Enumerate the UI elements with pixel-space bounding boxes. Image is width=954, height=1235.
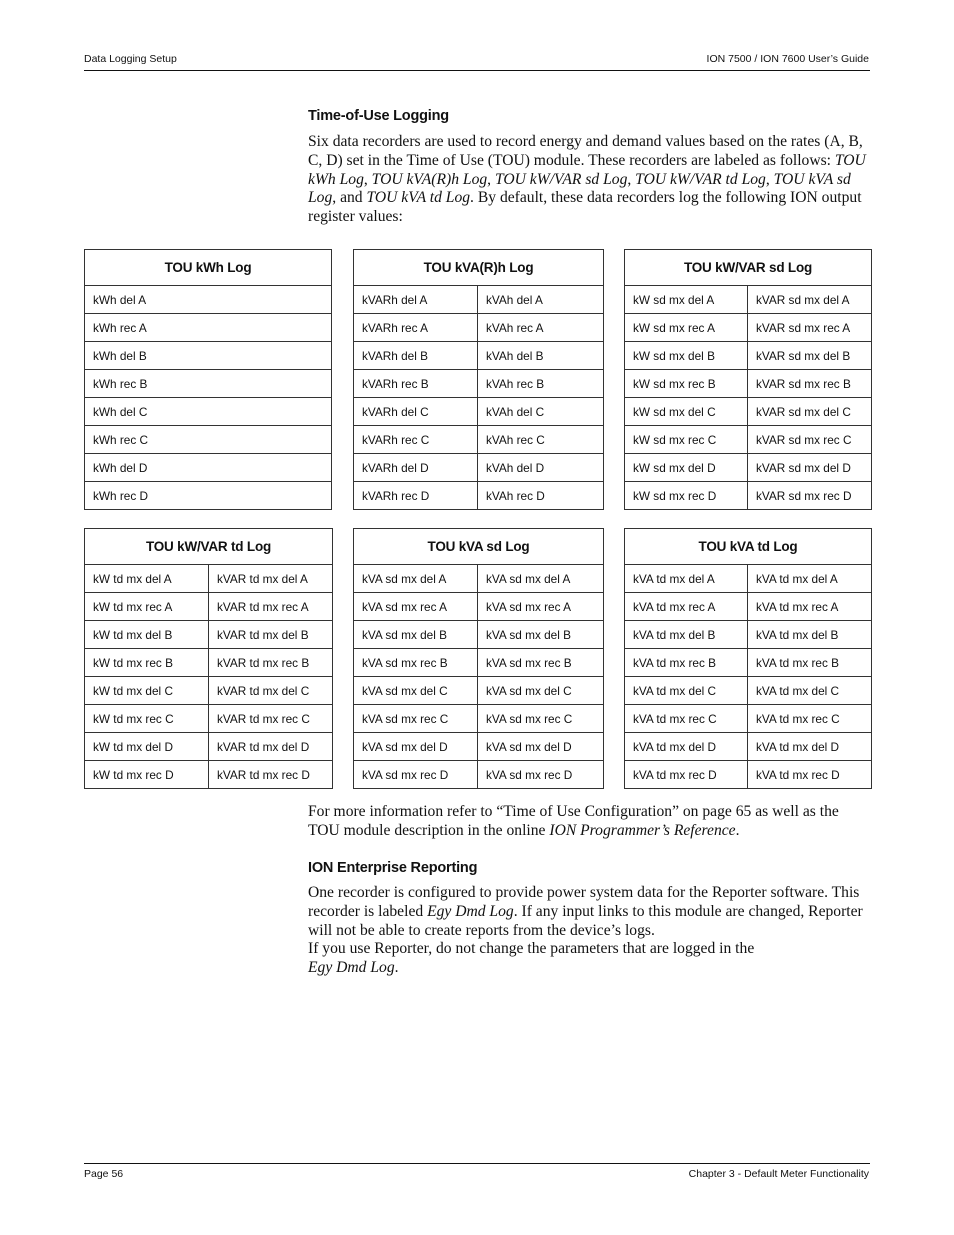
table-row <box>354 314 604 342</box>
table-row <box>625 286 872 314</box>
table-row <box>354 342 604 370</box>
table-row <box>354 482 604 510</box>
table-cell: kVA td mx del B <box>625 621 748 649</box>
table-cell: kVAh rec A <box>478 314 604 342</box>
table-cell: kVAR td mx rec C <box>209 705 333 733</box>
table-cell: kVAR td mx del C <box>209 677 333 705</box>
table-cell: kWh rec C <box>85 426 332 454</box>
table-cell: kVARh rec C <box>354 426 478 454</box>
table-row <box>625 593 872 621</box>
table-row <box>354 593 604 621</box>
table-cell: kVAR sd mx rec B <box>748 370 872 398</box>
table-cell: kW td mx del D <box>85 733 209 761</box>
table-row <box>85 342 332 370</box>
table-cell: kVA td mx del B <box>748 621 872 649</box>
table-cell: kVA td mx del C <box>625 677 748 705</box>
header-rule <box>84 70 870 71</box>
table-cell: kVA sd mx del D <box>478 733 604 761</box>
table-row <box>354 621 604 649</box>
table-cell: kVA sd mx del C <box>478 677 604 705</box>
table-row <box>625 621 872 649</box>
table-row <box>85 677 333 705</box>
section-heading-ion-enterprise-reporting: ION Enterprise Reporting <box>308 860 478 876</box>
table-cell: kVA sd mx del B <box>354 621 478 649</box>
table-title: TOU kVA(R)h Log <box>354 250 604 286</box>
table-row <box>85 482 332 510</box>
table-row <box>85 705 333 733</box>
table-cell: kVA td mx del A <box>748 565 872 593</box>
table-cell: kVA td mx del D <box>748 733 872 761</box>
table-cell: kVA sd mx rec C <box>354 705 478 733</box>
table-cell: kVA td mx del D <box>625 733 748 761</box>
table-title: TOU kW/VAR td Log <box>85 529 333 565</box>
table-cell: kVA td mx rec A <box>748 593 872 621</box>
table-row <box>625 733 872 761</box>
table-row <box>354 705 604 733</box>
table-cell: kVAh del D <box>478 454 604 482</box>
table-cell: kW sd mx del C <box>625 398 748 426</box>
table-cell: kWh del D <box>85 454 332 482</box>
table-cell: kWh rec D <box>85 482 332 510</box>
table-cell: kVAh del A <box>478 286 604 314</box>
table-cell: kW td mx rec A <box>85 593 209 621</box>
table-row <box>354 454 604 482</box>
tou-kvarh-log-table <box>353 249 604 510</box>
tou-kva-td-log-table <box>624 528 872 789</box>
table-cell: kVAR td mx del D <box>209 733 333 761</box>
footer-rule <box>84 1163 870 1164</box>
table-cell: kVAR sd mx del C <box>748 398 872 426</box>
table-row <box>625 314 872 342</box>
table-row <box>625 426 872 454</box>
table-cell: kVARh rec B <box>354 370 478 398</box>
table-row <box>625 705 872 733</box>
table-cell: kVA td mx del C <box>748 677 872 705</box>
table-cell: kVARh rec A <box>354 314 478 342</box>
table-cell: kVA td mx rec D <box>625 761 748 789</box>
table-cell: kVA sd mx rec B <box>478 649 604 677</box>
table-cell: kVAR td mx rec A <box>209 593 333 621</box>
table-cell: kW sd mx del A <box>625 286 748 314</box>
table-cell: kWh rec B <box>85 370 332 398</box>
table-cell: kW td mx del A <box>85 565 209 593</box>
table-cell: kVA td mx rec B <box>748 649 872 677</box>
table-row <box>625 565 872 593</box>
table-cell: kW sd mx del D <box>625 454 748 482</box>
table-cell: kVA sd mx rec D <box>354 761 478 789</box>
table-cell: kVAR sd mx del B <box>748 342 872 370</box>
page-number: Page 56 <box>84 1168 124 1180</box>
table-cell: kVARh del A <box>354 286 478 314</box>
table-cell: kW sd mx rec C <box>625 426 748 454</box>
table-row <box>85 565 333 593</box>
table-title: TOU kWh Log <box>85 250 332 286</box>
table-cell: kW td mx del C <box>85 677 209 705</box>
table-cell: kVAR sd mx rec A <box>748 314 872 342</box>
table-cell: kVARh del B <box>354 342 478 370</box>
table-row <box>85 286 332 314</box>
table-row <box>625 482 872 510</box>
table-cell: kVA td mx del A <box>625 565 748 593</box>
table-cell: kVA sd mx del C <box>354 677 478 705</box>
table-cell: kW td mx rec C <box>85 705 209 733</box>
table-cell: kWh rec A <box>85 314 332 342</box>
footer-chapter-title: Chapter 3 - Default Meter Functionality <box>688 1168 869 1180</box>
table-row <box>85 593 333 621</box>
table-title: TOU kVA sd Log <box>354 529 604 565</box>
table-cell: kVARh del C <box>354 398 478 426</box>
table-cell: kVAh rec B <box>478 370 604 398</box>
table-row <box>354 565 604 593</box>
table-cell: kVAR td mx del B <box>209 621 333 649</box>
table-row <box>354 370 604 398</box>
table-cell: kVAR sd mx del A <box>748 286 872 314</box>
table-row <box>85 649 333 677</box>
table-row <box>354 649 604 677</box>
table-row <box>625 370 872 398</box>
tou-kw-var-td-log-table <box>84 528 333 789</box>
table-row <box>85 733 333 761</box>
table-cell: kVAR sd mx rec C <box>748 426 872 454</box>
table-row <box>625 649 872 677</box>
table-row <box>85 398 332 426</box>
table-cell: kW td mx del B <box>85 621 209 649</box>
table-row <box>625 761 872 789</box>
table-cell: kW sd mx rec A <box>625 314 748 342</box>
table-row <box>354 426 604 454</box>
table-cell: kVARh rec D <box>354 482 478 510</box>
table-row <box>354 761 604 789</box>
table-cell: kVA sd mx rec C <box>478 705 604 733</box>
time-of-use-paragraph: Six data recorders are used to record energy and demand values based on the rates (A, B, C, D) set in the Time of Use (TOU) module. These recorders are labeled as follows: TOU kWh Log, TOU kVA(R)h Log, TOU kW/VAR sd Log, TOU kW/VAR td Log, TOU kVA sd Log, and TOU kVA td Log. By default, these data recorders log the following ION output register values: <box>308 133 866 226</box>
table-cell: kVA sd mx del B <box>478 621 604 649</box>
table-title: TOU kW/VAR sd Log <box>625 250 872 286</box>
tou-kwh-log-table <box>84 249 332 510</box>
table-cell: kVA sd mx del A <box>478 565 604 593</box>
table-row <box>625 454 872 482</box>
table-cell: kW sd mx rec D <box>625 482 748 510</box>
tou-kw-var-sd-log-table <box>624 249 872 510</box>
table-cell: kVAh rec D <box>478 482 604 510</box>
table-cell: kVAR td mx rec B <box>209 649 333 677</box>
table-row <box>354 677 604 705</box>
table-row <box>85 454 332 482</box>
table-cell: kVA td mx rec B <box>625 649 748 677</box>
table-cell: kVARh del D <box>354 454 478 482</box>
reporting-paragraph: One recorder is configured to provide power system data for the Reporter software. This recorder is labeled Egy Dmd Log. If any input links to this module are changed, Reporter will not be able to create reports from the device’s logs. If you use Reporter, do not change the parameters that are logged in the Egy Dmd Log. <box>308 884 863 977</box>
table-row <box>354 286 604 314</box>
table-cell: kVA sd mx del A <box>354 565 478 593</box>
table-cell: kVA td mx rec C <box>748 705 872 733</box>
table-cell: kVAh del C <box>478 398 604 426</box>
table-cell: kVA sd mx rec D <box>478 761 604 789</box>
table-cell: kVA sd mx del D <box>354 733 478 761</box>
table-row <box>85 370 332 398</box>
table-row <box>85 761 333 789</box>
tou-reference-paragraph: For more information refer to “Time of Use Configuration” on page 65 as well as the TOU module description in the online ION Programmer’s Reference. <box>308 803 839 839</box>
tou-kva-sd-log-table <box>353 528 604 789</box>
section-heading-time-of-use: Time-of-Use Logging <box>308 108 449 124</box>
table-cell: kVAh del B <box>478 342 604 370</box>
table-cell: kW sd mx del B <box>625 342 748 370</box>
table-row <box>354 733 604 761</box>
table-cell: kW td mx rec B <box>85 649 209 677</box>
table-cell: kW sd mx rec B <box>625 370 748 398</box>
table-cell: kVA sd mx rec A <box>478 593 604 621</box>
table-row <box>625 677 872 705</box>
table-cell: kVAR td mx del A <box>209 565 333 593</box>
table-cell: kVA td mx rec A <box>625 593 748 621</box>
header-guide-title: ION 7500 / ION 7600 User’s Guide <box>706 53 869 65</box>
header-section-title: Data Logging Setup <box>84 53 177 65</box>
table-cell: kVAh rec C <box>478 426 604 454</box>
table-row <box>85 621 333 649</box>
table-cell: kVAR sd mx rec D <box>748 482 872 510</box>
table-row <box>625 342 872 370</box>
table-cell: kVA td mx rec D <box>748 761 872 789</box>
table-cell: kWh del B <box>85 342 332 370</box>
table-cell: kWh del A <box>85 286 332 314</box>
table-cell: kVAR td mx rec D <box>209 761 333 789</box>
table-row <box>85 314 332 342</box>
table-title: TOU kVA td Log <box>625 529 872 565</box>
table-cell: kVAR sd mx del D <box>748 454 872 482</box>
table-row <box>85 426 332 454</box>
table-row <box>625 398 872 426</box>
table-cell: kVA td mx rec C <box>625 705 748 733</box>
table-cell: kW td mx rec D <box>85 761 209 789</box>
table-cell: kVA sd mx rec B <box>354 649 478 677</box>
table-cell: kWh del C <box>85 398 332 426</box>
table-row <box>354 398 604 426</box>
table-cell: kVA sd mx rec A <box>354 593 478 621</box>
